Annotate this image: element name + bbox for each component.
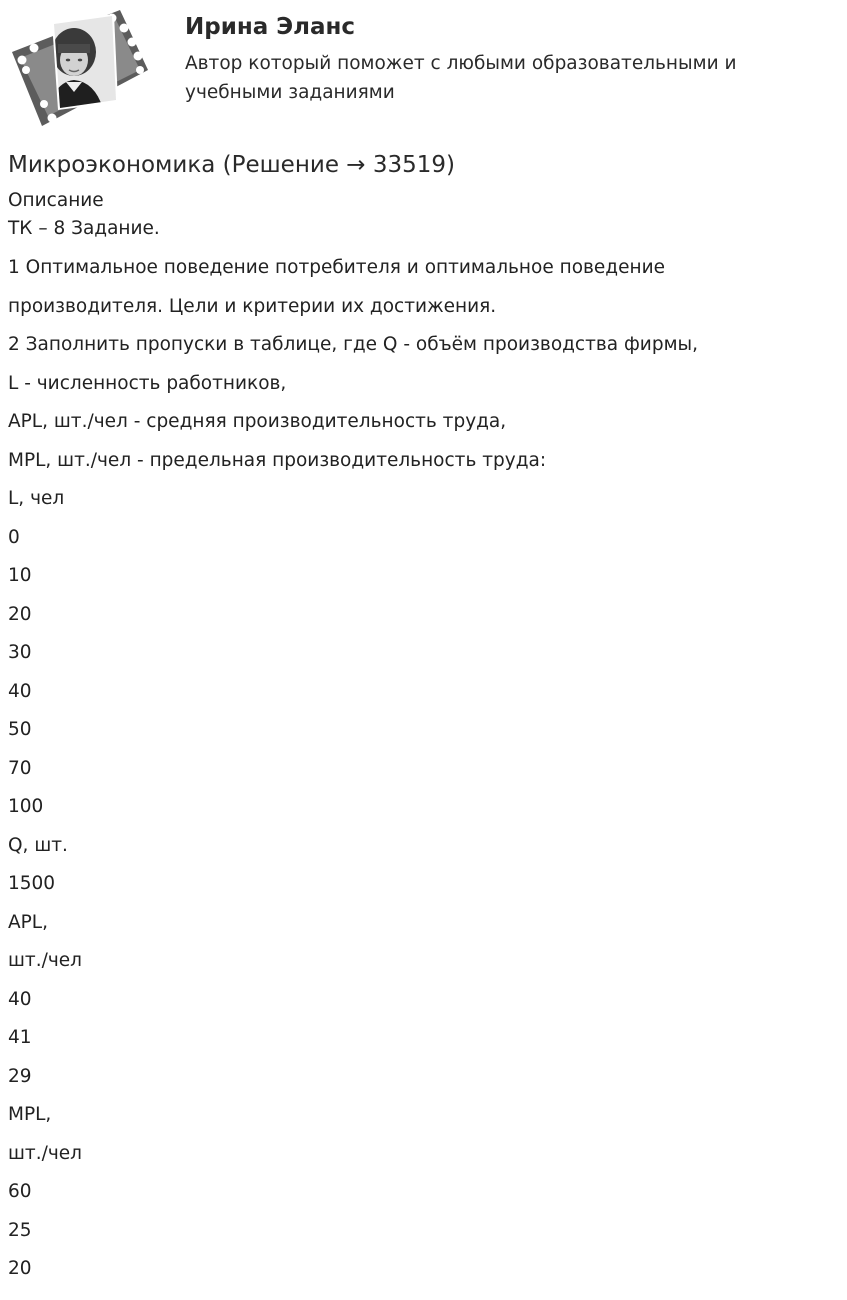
text-line: MPL, шт./чел - предельная производительность труда: bbox=[8, 449, 547, 471]
description-label: Описание bbox=[8, 190, 104, 211]
text-line: 25 bbox=[8, 1219, 32, 1241]
text-line: 10 bbox=[8, 565, 32, 586]
text-line: 40 bbox=[8, 988, 32, 1010]
text-line: 1 Оптимальное поведение потребителя и оптимальное поведение bbox=[8, 257, 665, 278]
text-line: APL, bbox=[8, 911, 48, 933]
text-line: шт./чел bbox=[8, 1142, 82, 1164]
text-line: 30 bbox=[8, 642, 32, 663]
text-line: 100 bbox=[8, 796, 44, 817]
text-line: L - численность работников, bbox=[8, 372, 287, 394]
task-text-lines bbox=[8, 252, 698, 1292]
text-line: 29 bbox=[8, 1065, 32, 1087]
author-header bbox=[0, 0, 847, 135]
text-line: 50 bbox=[8, 719, 32, 740]
text-line: L, чел bbox=[8, 488, 65, 509]
text-line: 1500 bbox=[8, 873, 56, 894]
text-line: 40 bbox=[8, 680, 32, 702]
film-strip-portrait-avatar-icon[interactable] bbox=[8, 8, 150, 128]
text-line: производителя. Цели и критерии их достижения. bbox=[8, 295, 497, 317]
page-title: Микроэкономика (Решение → 33519) bbox=[8, 152, 456, 178]
text-line: 60 bbox=[8, 1181, 32, 1202]
author-description: Автор который поможет с любыми образовательными и учебными заданиями bbox=[185, 53, 737, 103]
text-line: 0 bbox=[8, 526, 20, 548]
text-line: 70 bbox=[8, 757, 32, 779]
text-line: 2 Заполнить пропуски в таблице, где Q - объём производства фирмы, bbox=[8, 334, 699, 355]
text-line: MPL, bbox=[8, 1104, 52, 1125]
text-line: APL, шт./чел - средняя производительность труда, bbox=[8, 411, 507, 432]
text-line: 20 bbox=[8, 1258, 32, 1279]
author-name[interactable]: Ирина Эланс bbox=[185, 14, 356, 40]
text-line: Q, шт. bbox=[8, 834, 68, 856]
text-line: 20 bbox=[8, 603, 32, 625]
text-line: 41 bbox=[8, 1027, 32, 1048]
text-line: шт./чел bbox=[8, 950, 82, 971]
task-subtitle: ТК – 8 Задание. bbox=[8, 218, 160, 239]
